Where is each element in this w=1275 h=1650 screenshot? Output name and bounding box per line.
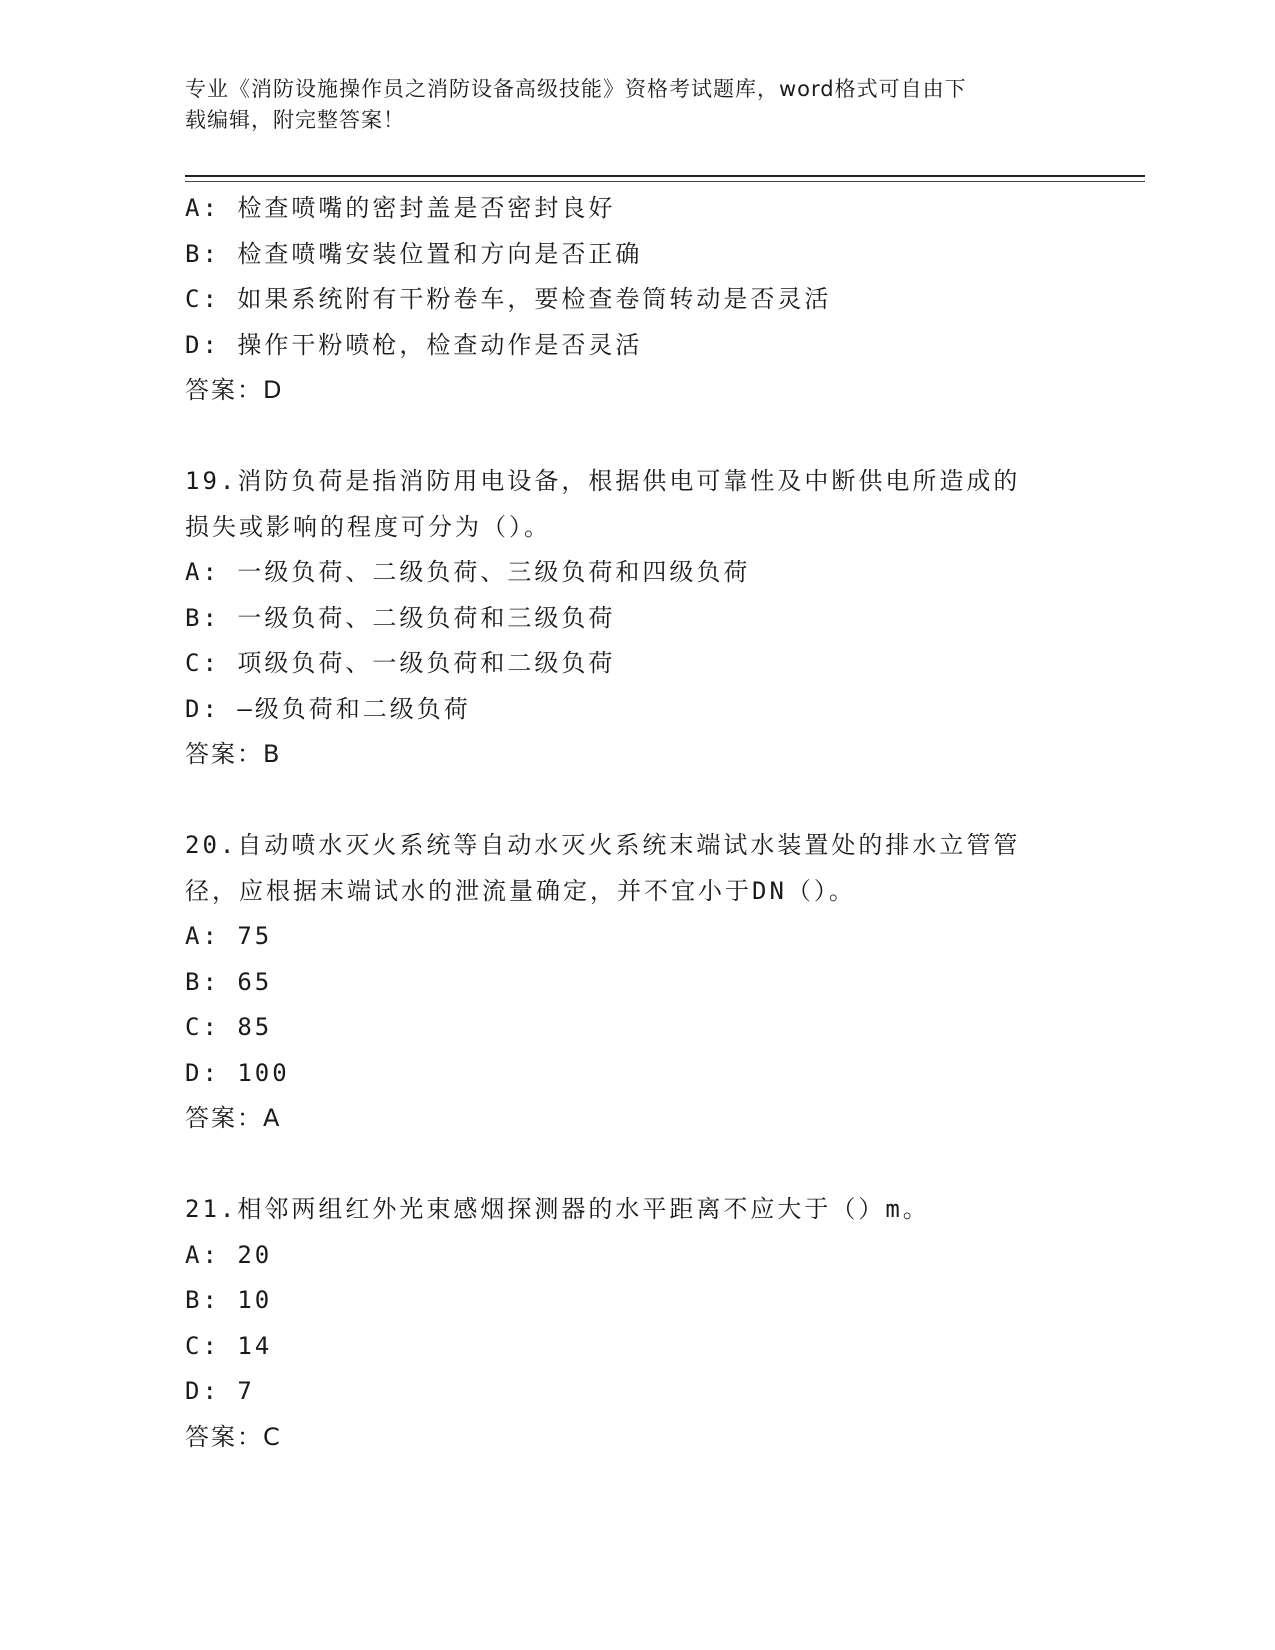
question-19 <box>185 459 1085 778</box>
option-a: A: 20 <box>185 1240 273 1269</box>
option-b: B: 检查喷嘴安装位置和方向是否正确 <box>185 239 643 268</box>
answer-line: 答案：A <box>185 1104 282 1132</box>
question-stem-line: 20.自动喷水灭火系统等自动水灭火系统末端试水装置处的排水立管管 <box>185 831 1021 859</box>
option-d: D: —级负荷和二级负荷 <box>185 694 471 723</box>
answer-line: 答案：D <box>185 376 284 404</box>
option-d: D: 100 <box>185 1058 290 1087</box>
option-b: B: 一级负荷、二级负荷和三级负荷 <box>185 603 616 632</box>
question-stem-line: 21.相邻两组红外光束感烟探测器的水平距离不应大于（）m。 <box>185 1195 930 1223</box>
option-c: C: 如果系统附有干粉卷车，要检查卷筒转动是否灵活 <box>185 285 832 313</box>
option-b: B: 65 <box>185 967 273 996</box>
header-divider-thin <box>185 181 1145 182</box>
option-c: C: 85 <box>185 1013 273 1041</box>
answer-line: 答案：C <box>185 1422 282 1451</box>
header-divider-thick <box>185 175 1145 177</box>
option-b: B: 10 <box>185 1286 273 1314</box>
question-20 <box>185 823 1085 1142</box>
question-list <box>185 186 1085 1460</box>
question-stem-line: 19.消防负荷是指消防用电设备，根据供电可靠性及中断供电所造成的 <box>185 467 1021 495</box>
option-a: A: 检查喷嘴的密封盖是否密封良好 <box>185 194 616 222</box>
question-stem-line: 损失或影响的程度可分为（）。 <box>185 512 551 541</box>
question-spacer <box>185 778 1085 824</box>
option-d: D: 7 <box>185 1377 255 1405</box>
question-18-continued <box>185 186 1085 414</box>
option-a: A: 75 <box>185 922 273 950</box>
option-c: C: 14 <box>185 1331 273 1360</box>
question-spacer <box>185 1142 1085 1188</box>
answer-line: 答案：B <box>185 740 282 768</box>
option-c: C: 项级负荷、一级负荷和二级负荷 <box>185 649 616 677</box>
document-header <box>185 74 1085 136</box>
question-21 <box>185 1187 1085 1460</box>
question-stem-line: 径，应根据末端试水的泄流量确定，并不宜小于DN（）。 <box>185 876 856 905</box>
header-line-1: 专业《消防设施操作员之消防设备高级技能》资格考试题库，word格式可自由下 <box>185 77 967 101</box>
question-spacer <box>185 414 1085 460</box>
option-d: D: 操作干粉喷枪，检查动作是否灵活 <box>185 330 643 359</box>
option-a: A: 一级负荷、二级负荷、三级负荷和四级负荷 <box>185 558 751 586</box>
header-line-2: 载编辑，附完整答案！ <box>185 108 405 132</box>
